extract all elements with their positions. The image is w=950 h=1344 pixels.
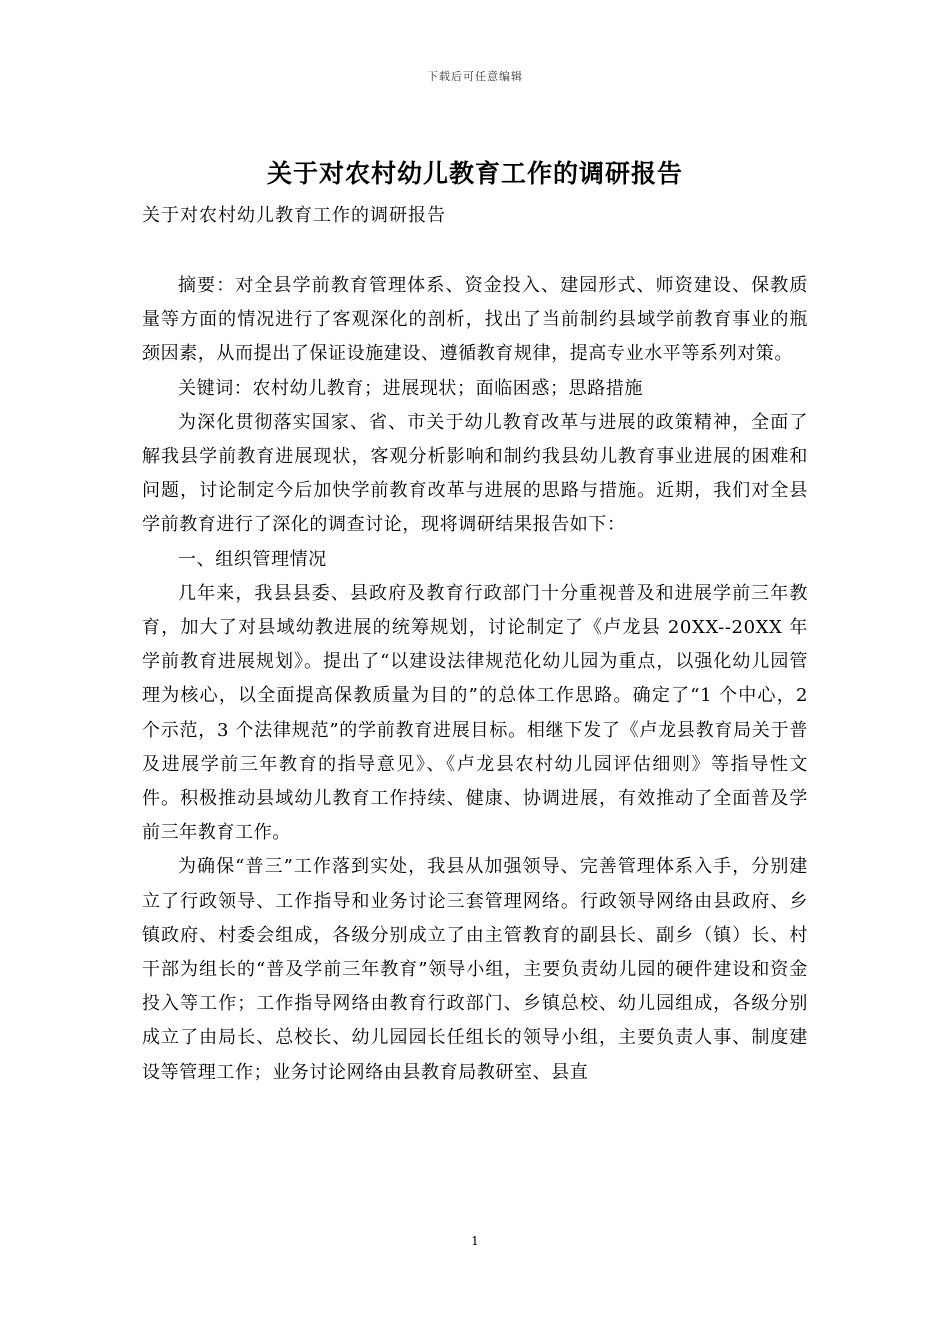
document-body [142, 269, 808, 1090]
document-subtitle: 关于对农村幼儿教育工作的调研报告 [142, 205, 446, 226]
keywords-paragraph: 关键词：农村幼儿教育；进展现状；面临困惑；思路措施 [178, 377, 643, 399]
intro-paragraph: 为深化贯彻落实国家、省、市关于幼儿教育改革与进展的政策精神，全面了解我县学前教育进展现状，客观分析影响和制约我县幼儿教育事业进展的困难和问题，讨论制定今后加快学前教育改革与进展的思路与措施。近期，我们对全县学前教育进行了深化的调查讨论，现将调研结果报告如下： [142, 411, 808, 536]
abstract-paragraph: 摘要：对全县学前教育管理体系、资金投入、建园形式、师资建设、保教质量等方面的情况进行了客观深化的剖析，找出了当前制约县域学前教育事业的瓶颈因素，从而提出了保证设施建设、遵循教育规律，提高专业水平等系列对策。 [142, 275, 808, 365]
document-title: 关于对农村幼儿教育工作的调研报告 [266, 159, 683, 188]
page-number: 1 [471, 1234, 479, 1248]
section-heading: 一、组织管理情况 [178, 548, 327, 570]
body-paragraph: 几年来，我县县委、县政府及教育行政部门十分重视普及和进展学前三年教育，加大了对县域幼教进展的统筹规划，讨论制定了《卢龙县 20XX--20XX 年学前教育进展规划》。提出了“以建设法律规范化幼儿园为重点，以强化幼儿园管理为核心，以全面提高保教质量为目的”的总体工作思路。确定了“1 个中心，2 个示范，3 个法律规范”的学前教育进展目标。相继下发了《卢龙县教育局关于普及进展学前三年教育的指导意见》、《卢龙县农村幼儿园评估细则》等指导性文件。积极推动县域幼儿教育工作持续、健康、协调进展，有效推动了全面普及学前三年教育工作。 [142, 582, 808, 844]
header-note: 下载后可任意编辑 [427, 70, 523, 83]
body-paragraph: 为确保“普三”工作落到实处，我县从加强领导、完善管理体系入手，分别建立了行政领导、工作指导和业务讨论三套管理网络。行政领导网络由县政府、乡镇政府、村委会组成，各级分别成立了由主管教育的副县长、副乡（镇）长、村干部为组长的“普及学前三年教育”领导小组，主要负责幼儿园的硬件建设和资金投入等工作；工作指导网络由教育行政部门、乡镇总校、幼儿园组成，各级分别成立了由局长、总校长、幼儿园园长任组长的领导小组，主要负责人事、制度建设等管理工作；业务讨论网络由县教育局教研室、县直 [142, 856, 808, 1083]
